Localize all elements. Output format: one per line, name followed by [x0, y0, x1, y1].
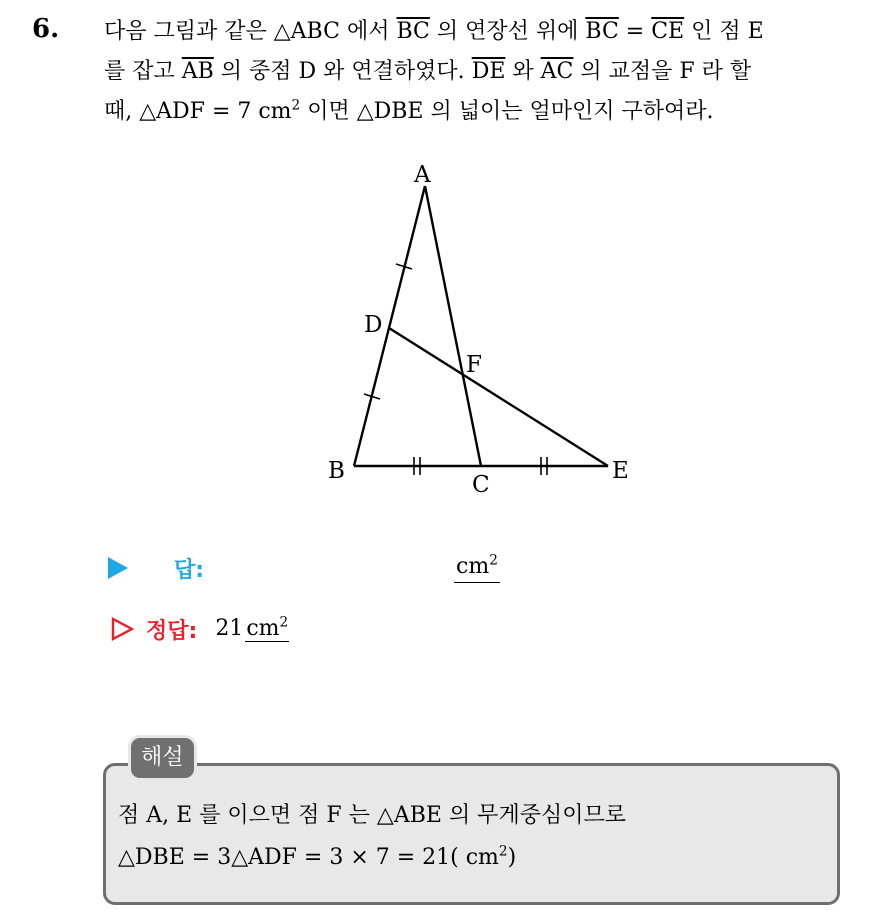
correct-number: 21	[215, 616, 244, 641]
segment-de-line	[389, 328, 608, 466]
superscript: 2	[498, 843, 508, 860]
label-e: E	[612, 458, 629, 484]
stem-text: 의 중점 D 와 연결하였다.	[213, 59, 472, 84]
stem-text: 의 교점을 F 라 할	[573, 59, 752, 84]
unit-text: cm	[246, 616, 280, 641]
stem-text: 를 잡고	[104, 59, 182, 84]
label-c: C	[472, 472, 490, 498]
segment-ab: $\overline{AB}$	[181, 59, 214, 84]
closing-paren: )	[507, 845, 517, 870]
stem-text: 의 연장선 위에	[429, 19, 586, 44]
outline-triangle-icon	[110, 617, 134, 641]
figure-lines	[354, 186, 608, 466]
superscript: 2	[279, 614, 289, 631]
explanation-line-1: 점 A, E 를 이으면 점 F 는 △ABE 의 무게중심이므로	[118, 803, 626, 828]
answer-label: 답:	[174, 557, 205, 583]
correct-answer-label: 정답:	[146, 618, 198, 644]
equals-sign: =	[618, 19, 652, 44]
label-f: F	[466, 352, 482, 378]
segment-bc: $\overline{BC}$	[396, 19, 430, 44]
correct-answer-value	[215, 615, 289, 643]
stem-text: 다음 그림과 같은 △ABC 에서	[104, 19, 397, 44]
explanation-line-2	[118, 837, 828, 879]
question-stem	[104, 12, 874, 132]
correct-unit	[245, 616, 289, 642]
filled-triangle-icon	[108, 557, 128, 579]
stem-text: 이면 △DBE 의 넓이는 얼마인지 구하여라.	[300, 99, 714, 124]
label-d: D	[364, 312, 383, 338]
stem-text: 때, △ADF = 7 cm	[104, 99, 292, 124]
segment-de: $\overline{DE}$	[471, 59, 506, 84]
answer-input[interactable]	[454, 552, 500, 583]
segment-bc: $\overline{BC}$	[585, 19, 619, 44]
segment-ac-line	[425, 186, 481, 466]
explanation-tab: 해설	[128, 735, 197, 781]
answer-row	[108, 552, 204, 584]
question-number: 6.	[32, 14, 60, 44]
correct-answer-row	[110, 612, 289, 646]
superscript: 2	[489, 552, 498, 569]
label-a: A	[414, 162, 431, 188]
triangle-figure	[310, 150, 650, 500]
segment-ac: $\overline{AC}$	[540, 59, 574, 84]
stem-line-3	[104, 92, 874, 132]
answer-unit: cm	[456, 554, 490, 579]
superscript: 2	[291, 97, 301, 114]
explanation-formula: △DBE = 3△ADF = 3 × 7 = 21( cm	[118, 845, 499, 870]
stem-line-1	[104, 12, 874, 52]
stem-text: 인 점 E	[684, 19, 764, 44]
segment-ce: $\overline{CE}$	[651, 19, 685, 44]
explanation-text	[118, 795, 828, 879]
stem-text: 와	[505, 59, 541, 84]
stem-line-2	[104, 52, 874, 92]
label-b: B	[328, 458, 345, 484]
